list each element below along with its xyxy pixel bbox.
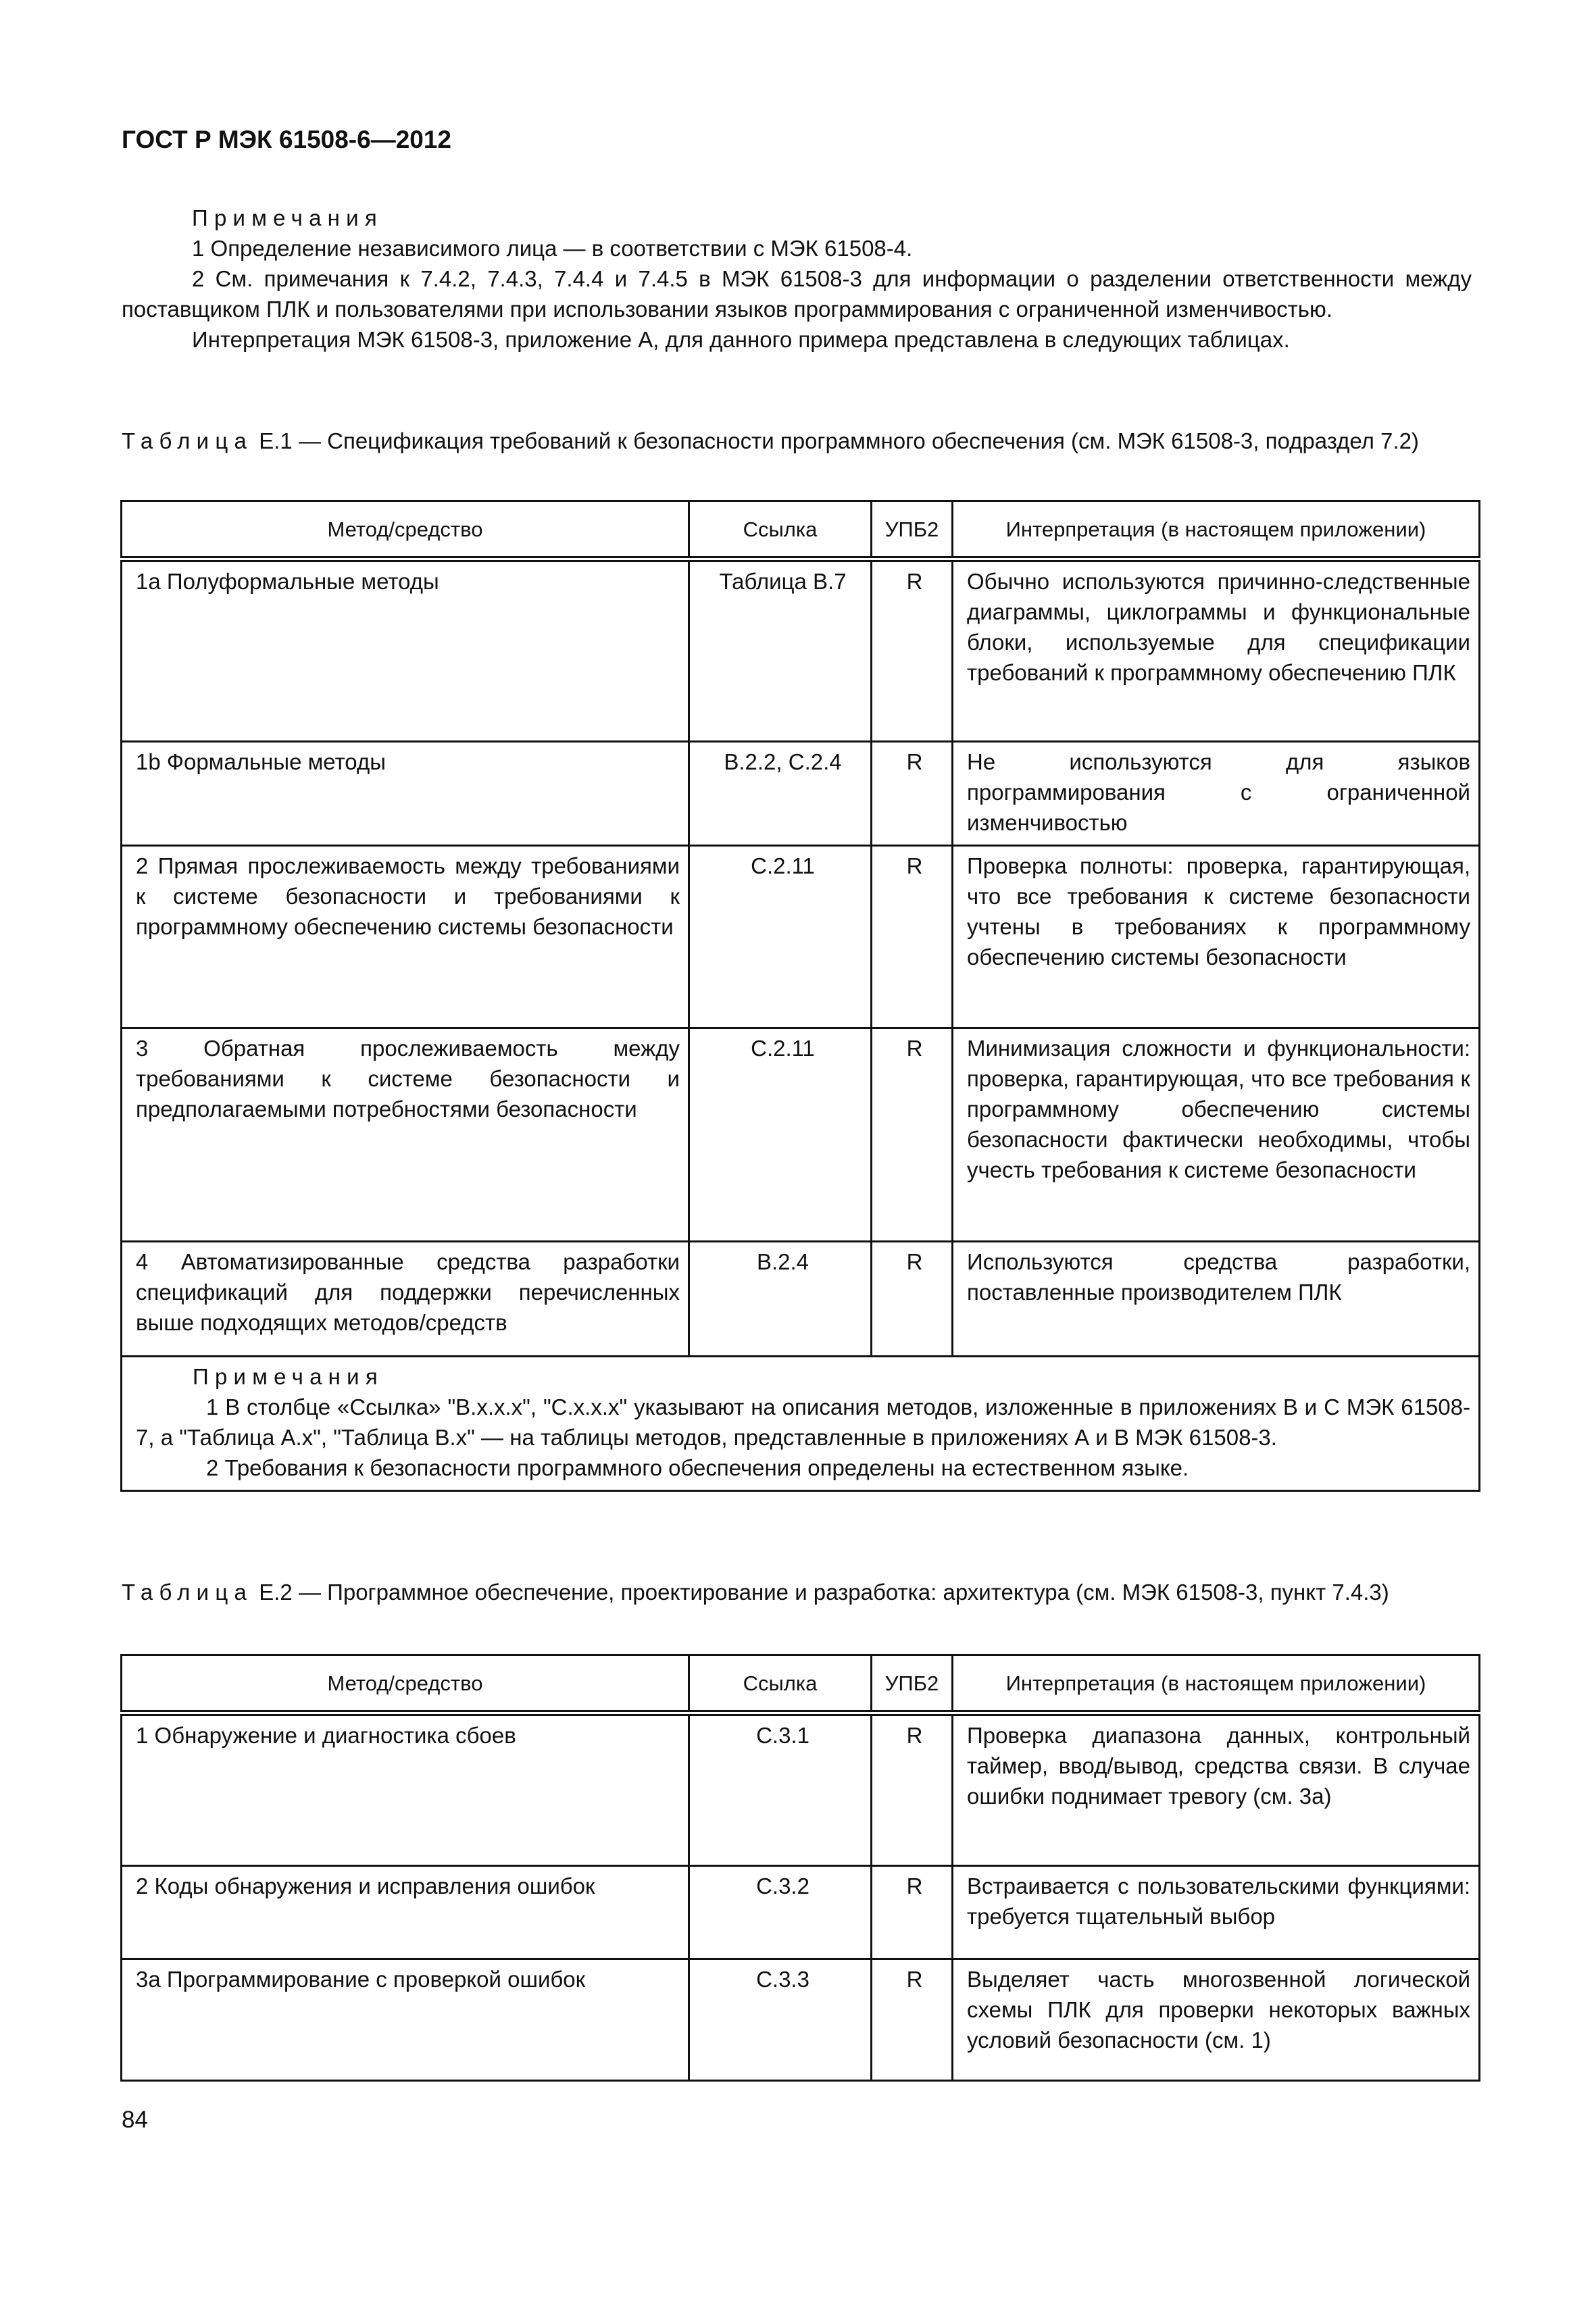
ref-cell: С.2.11 (689, 1028, 872, 1242)
column-header: УПБ2 (872, 1655, 953, 1713)
sil-cell: R (872, 1866, 953, 1959)
table-notes-cell (122, 1357, 1480, 1491)
table-caption-text: Е.1 — Спецификация требований к безопасности программного обеспечения (см. МЭК 61508-3, подраздел 7.2) (259, 428, 1419, 453)
sil-cell: R (872, 1028, 953, 1242)
interp-cell: Встраивается с пользовательскими функциями: требуется тщательный выбор (953, 1866, 1480, 1959)
ref-cell: С.3.3 (689, 1959, 872, 2081)
interp-cell: Выделяет часть многозвенной логической схемы ПЛК для проверки некоторых важных условий безопасности (см. 1) (953, 1959, 1480, 2081)
ref-cell: С.3.1 (689, 1713, 872, 1866)
table-row (122, 1959, 1480, 2081)
table-row (122, 1242, 1480, 1357)
ref-cell: С.2.11 (689, 846, 872, 1028)
method-cell: 1b Формальные методы (122, 742, 689, 846)
sil-cell: R (872, 559, 953, 742)
method-cell: 4 Автоматизированные средства разработки спецификаций для поддержки перечисленных выше подходящих методов/средств (122, 1242, 689, 1357)
table-row (122, 1028, 1480, 1242)
page-number: 84 (122, 2107, 148, 2133)
note-line: 1 Определение независимого лица — в соответствии с МЭК 61508-4. (192, 236, 913, 261)
note-line: 2 См. примечания к 7.4.2, 7.4.3, 7.4.4 и 7.4.5 в МЭК 61508-3 для информации о разделении ответственности между поставщиком ПЛК и пользователями при использовании языков программирования с ограниченной изменчивостью. (122, 266, 1472, 322)
sil-cell: R (872, 1959, 953, 2081)
sil-cell: R (872, 846, 953, 1028)
column-header: Интерпретация (в настоящем приложении) (953, 501, 1480, 559)
ref-cell: В.2.4 (689, 1242, 872, 1357)
method-cell: 2 Коды обнаружения и исправления ошибок (122, 1866, 689, 1959)
document-header: ГОСТ Р МЭК 61508-6—2012 (122, 126, 452, 153)
method-cell: 3 Обратная прослеживаемость между требованиями к системе безопасности и предполагаемыми потребностями безопасности (122, 1028, 689, 1242)
sil-cell: R (872, 742, 953, 846)
table2-caption (122, 1577, 1472, 1607)
sil-cell: R (872, 1713, 953, 1866)
table-notes-row (122, 1357, 1480, 1491)
column-header: УПБ2 (872, 501, 953, 559)
table-caption-text: Е.2 — Программное обеспечение, проектирование и разработка: архитектура (см. МЭК 61508-3, пункт 7.4.3) (259, 1580, 1389, 1605)
method-cell: 2 Прямая прослеживаемость между требованиями к системе безопасности и требованиями к программному обеспечению системы безопасности (122, 846, 689, 1028)
table-note-line: 2 Требования к безопасности программного обеспечения определены на естественном языке. (206, 1455, 1189, 1480)
ref-cell: Таблица В.7 (689, 559, 872, 742)
ref-cell: В.2.2, С.2.4 (689, 742, 872, 846)
column-header: Метод/средство (122, 1655, 689, 1713)
table-header-row (122, 1655, 1480, 1713)
interp-cell: Проверка диапазона данных, контрольный таймер, ввод/вывод, средства связи. В случае ошибки поднимает тревогу (см. 3а) (953, 1713, 1480, 1866)
interp-cell: Используются средства разработки, поставленные производителем ПЛК (953, 1242, 1480, 1357)
table-note-line: 1 В столбце «Ссылка» "В.х.х.х", "С.х.х.х" указывают на описания методов, изложенные в приложениях В и С МЭК 61508-7, а "Таблица А.х", "Таблица В.х" — на таблицы методов, представленные в приложениях А и В МЭК 61508-3. (136, 1394, 1470, 1450)
method-cell: 1а Полуформальные методы (122, 559, 689, 742)
column-header: Метод/средство (122, 501, 689, 559)
table-label: Таблица (122, 428, 253, 453)
interp-cell: Обычно используются причинно-следственные диаграммы, циклограммы и функциональные блоки, используемые для спецификации требований к программному обеспечению ПЛК (953, 559, 1480, 742)
notes-heading: Примечания (192, 205, 383, 230)
column-header: Ссылка (689, 1655, 872, 1713)
table-row (122, 742, 1480, 846)
interp-cell: Не используются для языков программирования с ограниченной изменчивостью (953, 742, 1480, 846)
ref-cell: С.3.2 (689, 1866, 872, 1959)
column-header: Интерпретация (в настоящем приложении) (953, 1655, 1480, 1713)
table-label: Таблица (122, 1580, 253, 1605)
column-header: Ссылка (689, 501, 872, 559)
interp-cell: Проверка полноты: проверка, гарантирующая, что все требования к системе безопасности учтены в требованиях к программному обеспечению системы безопасности (953, 846, 1480, 1028)
table-row (122, 1866, 1480, 1959)
table-e2 (120, 1654, 1480, 2082)
note-paragraph: Интерпретация МЭК 61508-3, приложение А, для данного примера представлена в следующих таблицах. (192, 327, 1290, 352)
method-cell: 1 Обнаружение и диагностика сбоев (122, 1713, 689, 1866)
table1-caption (122, 426, 1472, 456)
notes-section (122, 203, 1472, 355)
table-row (122, 1713, 1480, 1866)
table-row (122, 559, 1480, 742)
sil-cell: R (872, 1242, 953, 1357)
table-e1 (120, 500, 1480, 1492)
table-header-row (122, 501, 1480, 559)
method-cell: 3а Программирование с проверкой ошибок (122, 1959, 689, 2081)
interp-cell: Минимизация сложности и функциональности: проверка, гарантирующая, что все требования к программному обеспечению системы безопасности фактически необходимы, чтобы учесть требования к системе безопасности (953, 1028, 1480, 1242)
table-notes-heading: Примечания (193, 1364, 384, 1389)
table-row (122, 846, 1480, 1028)
